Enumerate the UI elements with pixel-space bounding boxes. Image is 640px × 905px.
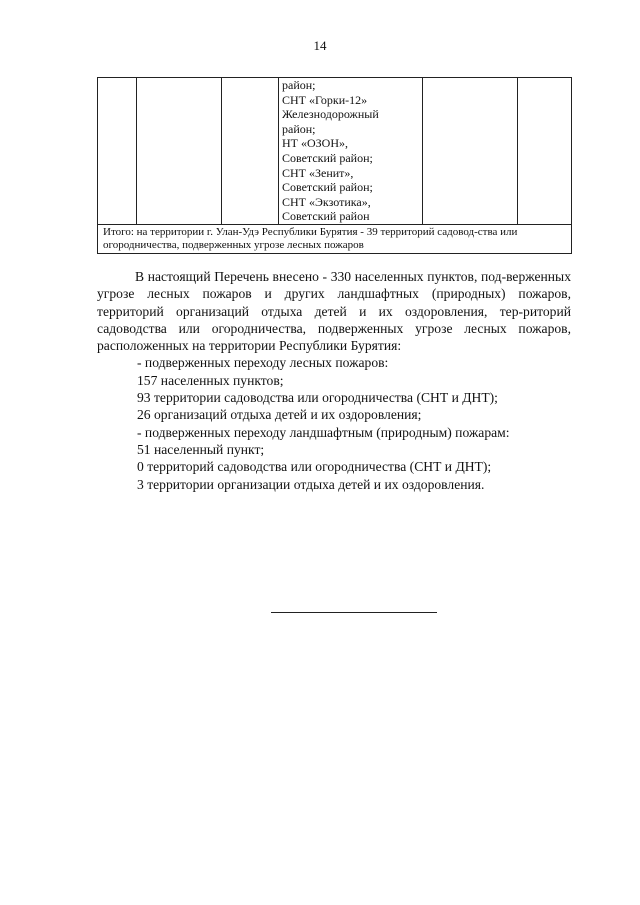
table-cell-number <box>98 78 137 225</box>
summary-item: - подверженных переходу лесных пожаров: <box>137 355 389 371</box>
list-item: Советский район; <box>282 180 373 195</box>
summary-paragraph: В настоящий Перечень внесено - 330 населенных пунктов, под-верженных угрозе лесных пожаров и других ландшафтных (природных) пожаров, территорий организаций отдыха детей и их оздоровления, тер-риторий садоводства или огородничества, подверженных угрозе лесных пожаров, расположенных на территории Республики Бурятия: <box>97 269 571 354</box>
table-row <box>98 78 572 225</box>
closing-divider-line <box>271 612 437 613</box>
summary-item: 26 организаций отдыха детей и их оздоровления; <box>137 407 422 423</box>
summary-item: 51 населенный пункт; <box>137 441 265 457</box>
table-cell-settlement <box>222 78 279 225</box>
summary-item: - подверженных переходу ландшафтным (природным) пожарам: <box>137 424 510 440</box>
list-item: район; <box>282 78 316 92</box>
summary-item: 157 населенных пунктов; <box>137 372 284 388</box>
table-cell-children-orgs <box>423 78 518 225</box>
document-body <box>97 268 571 493</box>
list-item: Советский район <box>282 209 370 224</box>
table-cell-district <box>137 78 222 225</box>
settlements-table <box>97 77 572 254</box>
list-item: СНТ «Экзотика», <box>282 194 371 209</box>
table-total-text: Итого: на территории г. Улан-Удэ Республики Бурятия - 39 территорий садовод-ства или огородничества, подверженных угрозе лесных пожаров <box>98 224 572 253</box>
list-item: Советский район; <box>282 150 373 165</box>
summary-item: 93 территории садоводства или огородничества (СНТ и ДНТ); <box>137 390 498 406</box>
list-item: НТ «ОЗОН», <box>282 136 349 151</box>
table-total-row <box>98 224 572 253</box>
table-cell-notes <box>518 78 572 225</box>
list-item: СНТ «Горки-12» <box>282 92 368 107</box>
table-cell-territories <box>279 78 423 225</box>
summary-item: 3 территории организации отдыха детей и их оздоровления. <box>137 476 485 492</box>
list-item: район; <box>282 121 316 136</box>
list-item: Железнодорожный <box>282 107 379 122</box>
list-item: СНТ «Зенит», <box>282 165 354 180</box>
page-number: 14 <box>313 38 327 53</box>
summary-item: 0 территорий садоводства или огородничества (СНТ и ДНТ); <box>137 459 492 475</box>
